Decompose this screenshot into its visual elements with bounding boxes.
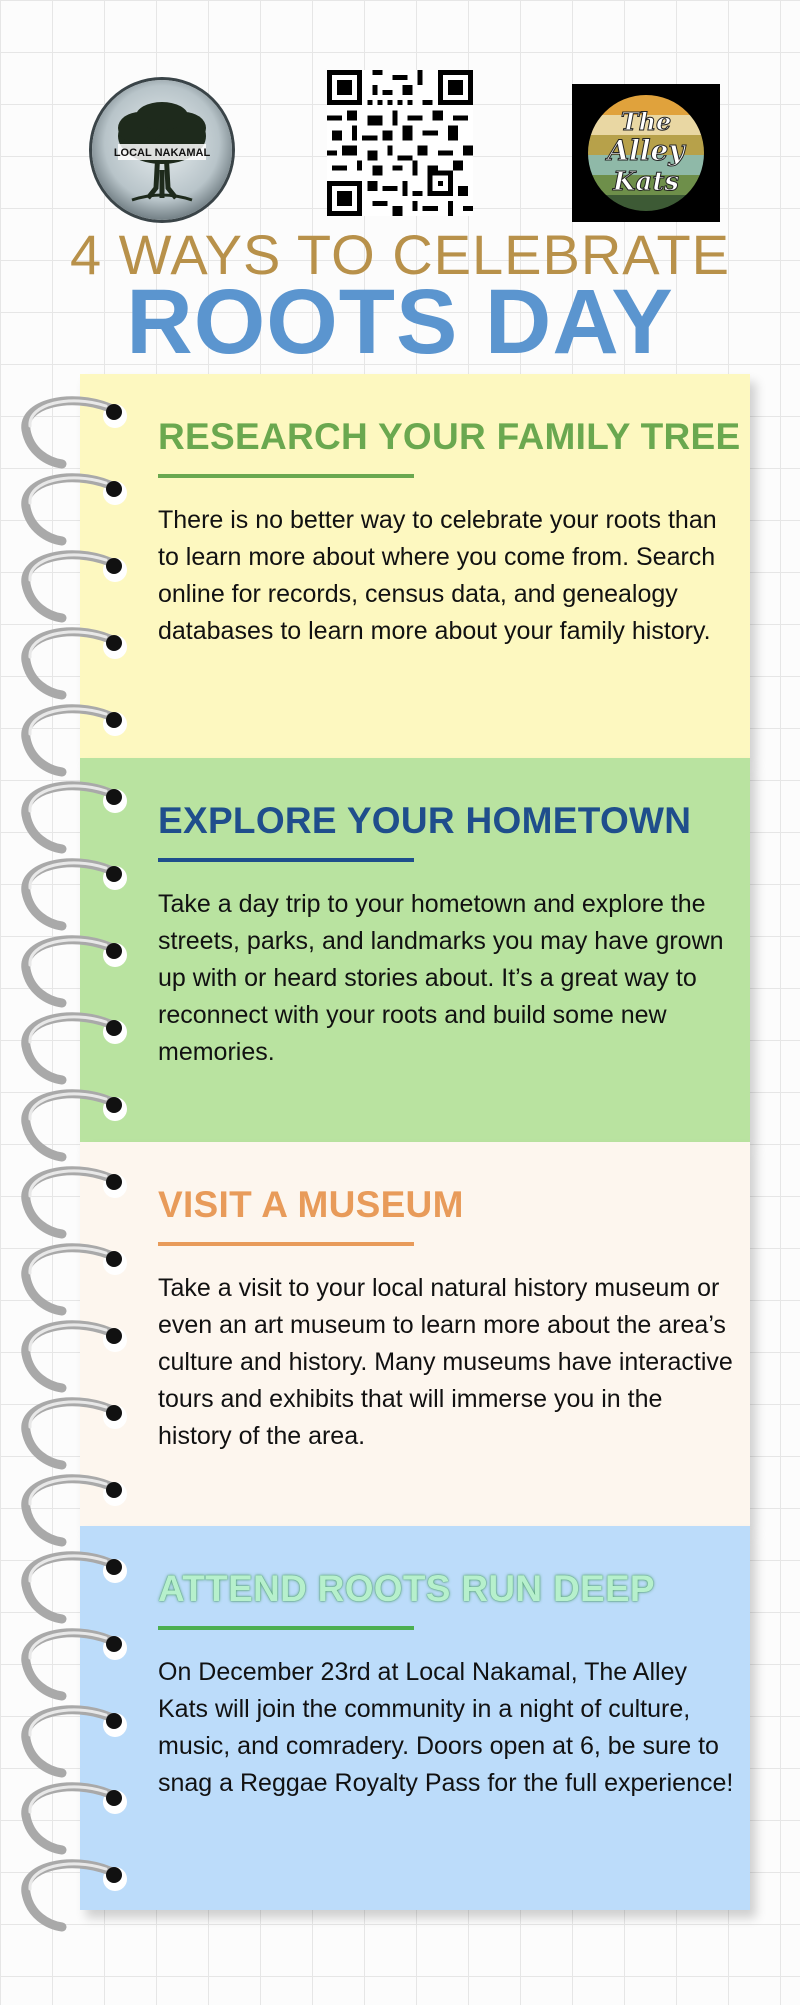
section-body: Take a visit to your local natural history museum or even an art museum to learn more about the area’s culture and history. Many museums have interactive tours and exhibits that will immerse you in the history of the area.	[158, 1274, 733, 1450]
alley-kats-text-2: Alley	[607, 134, 685, 167]
section-title: ATTEND ROOTS RUN DEEP	[158, 1568, 655, 1609]
local-nakamal-logo-text: LOCAL NAKAMAL	[113, 147, 211, 159]
alley-kats-logo	[572, 84, 720, 222]
section-title: RESEARCH YOUR FAMILY TREE	[158, 416, 741, 457]
section-roots-run-deep	[80, 1526, 750, 1910]
qr-code[interactable]	[327, 70, 473, 216]
qr-code-graphic	[327, 70, 473, 216]
section-divider	[158, 474, 414, 478]
alley-kats-text-3: Kats	[612, 167, 680, 197]
section-divider	[158, 1626, 414, 1630]
section-divider	[158, 1242, 414, 1246]
notebook	[80, 374, 750, 1910]
section-museum	[80, 1142, 750, 1526]
tree-icon	[92, 80, 232, 220]
section-divider	[158, 858, 414, 862]
local-nakamal-logo	[92, 80, 232, 220]
section-title: VISIT A MUSEUM	[158, 1184, 464, 1225]
section-body: Take a day trip to your hometown and explore the streets, parks, and landmarks you may have grown up with or heard stories about. It’s a great way to reconnect with your roots and build some new memories.	[158, 890, 724, 1066]
section-body: There is no better way to celebrate your roots than to learn more about where you come from. Search online for records, census data, and genealogy databases to learn more about your family history.	[158, 506, 717, 645]
section-family-tree	[80, 374, 750, 758]
alley-kats-badge	[572, 84, 720, 222]
section-hometown	[80, 758, 750, 1142]
section-body: On December 23rd at Local Nakamal, The Alley Kats will join the community in a night of culture, music, and comradery. Doors open at 6, be sure to snag a Reggae Royalty Pass for the full experience!	[158, 1658, 734, 1797]
page-title-line2: ROOTS DAY	[126, 271, 674, 373]
alley-kats-text-1: The	[620, 107, 672, 136]
page-title-line1: 4 WAYS TO CELEBRATE	[69, 223, 731, 286]
section-title: EXPLORE YOUR HOMETOWN	[158, 800, 692, 841]
